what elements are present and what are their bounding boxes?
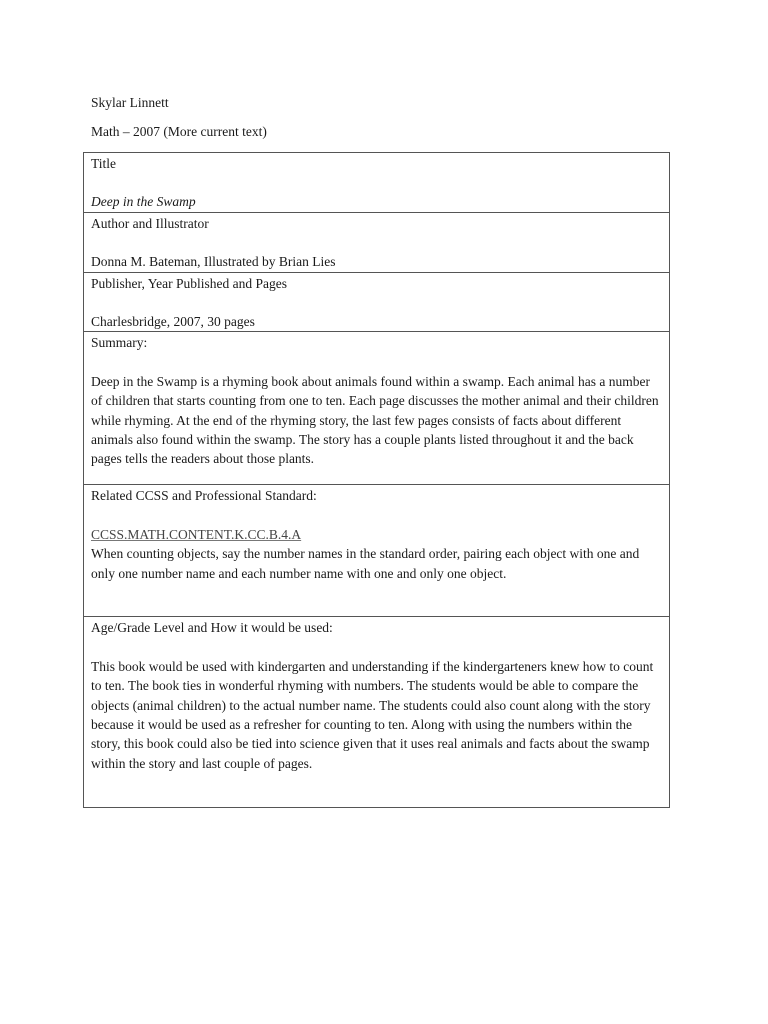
table-row-title <box>84 153 670 213</box>
table-row-age <box>84 617 670 808</box>
student-name: Skylar Linnett <box>91 95 169 110</box>
publisher-cell <box>84 272 670 332</box>
age-text: This book would be used with kindergarten and understanding if the kindergarteners knew how to count to ten. The book ties in wonderful rhyming with numbers. The students would be able to compare the objects (animal children) to the actual number name. The students could also count along with the story because it would be used as a refresher for counting to ten. Along with using the numbers within the story, this book could also be tied into science given that it uses real animals and facts about the swamp within the story and last couple of pages. <box>91 658 654 771</box>
table-row-summary <box>84 332 670 485</box>
summary-text: Deep in the Swamp is a rhyming book about animals found within a swamp. Each animal has a number of children that starts counting from one to ten. Each page discusses the mother animal and their children while rhyming. At the end of the rhyming story, the last few pages consists of facts about different animals also found within the swamp. The story has a couple plants listed throughout it and the back pages tells the readers about those plants. <box>91 373 659 467</box>
summary-cell <box>84 332 670 485</box>
title-label: Title <box>91 156 117 171</box>
author-value: Donna M. Bateman, Illustrated by Brian Lies <box>91 254 336 270</box>
standard-code-link[interactable]: CCSS.MATH.CONTENT.K.CC.B.4.A <box>91 526 302 542</box>
table-row-author <box>84 212 670 272</box>
table-row-publisher <box>84 272 670 332</box>
age-cell <box>84 617 670 808</box>
publisher-value: Charlesbridge, 2007, 30 pages <box>91 314 255 330</box>
standard-text: When counting objects, say the number names in the standard order, pairing each object with one and only one number name and each number name with one and only one object. <box>91 546 640 581</box>
table-row-standard <box>84 485 670 617</box>
standard-label: Related CCSS and Professional Standard: <box>91 488 317 504</box>
standard-cell <box>84 485 670 617</box>
author-cell <box>84 212 670 272</box>
summary-label: Summary: <box>91 335 148 351</box>
publisher-label: Publisher, Year Published and Pages <box>91 275 287 291</box>
book-title: Deep in the Swamp <box>91 194 196 210</box>
author-label: Author and Illustrator <box>91 215 209 231</box>
book-info-table <box>83 152 670 808</box>
age-label: Age/Grade Level and How it would be used: <box>91 620 333 636</box>
subject-line: Math – 2007 (More current text) <box>91 124 267 139</box>
title-cell <box>84 153 670 213</box>
